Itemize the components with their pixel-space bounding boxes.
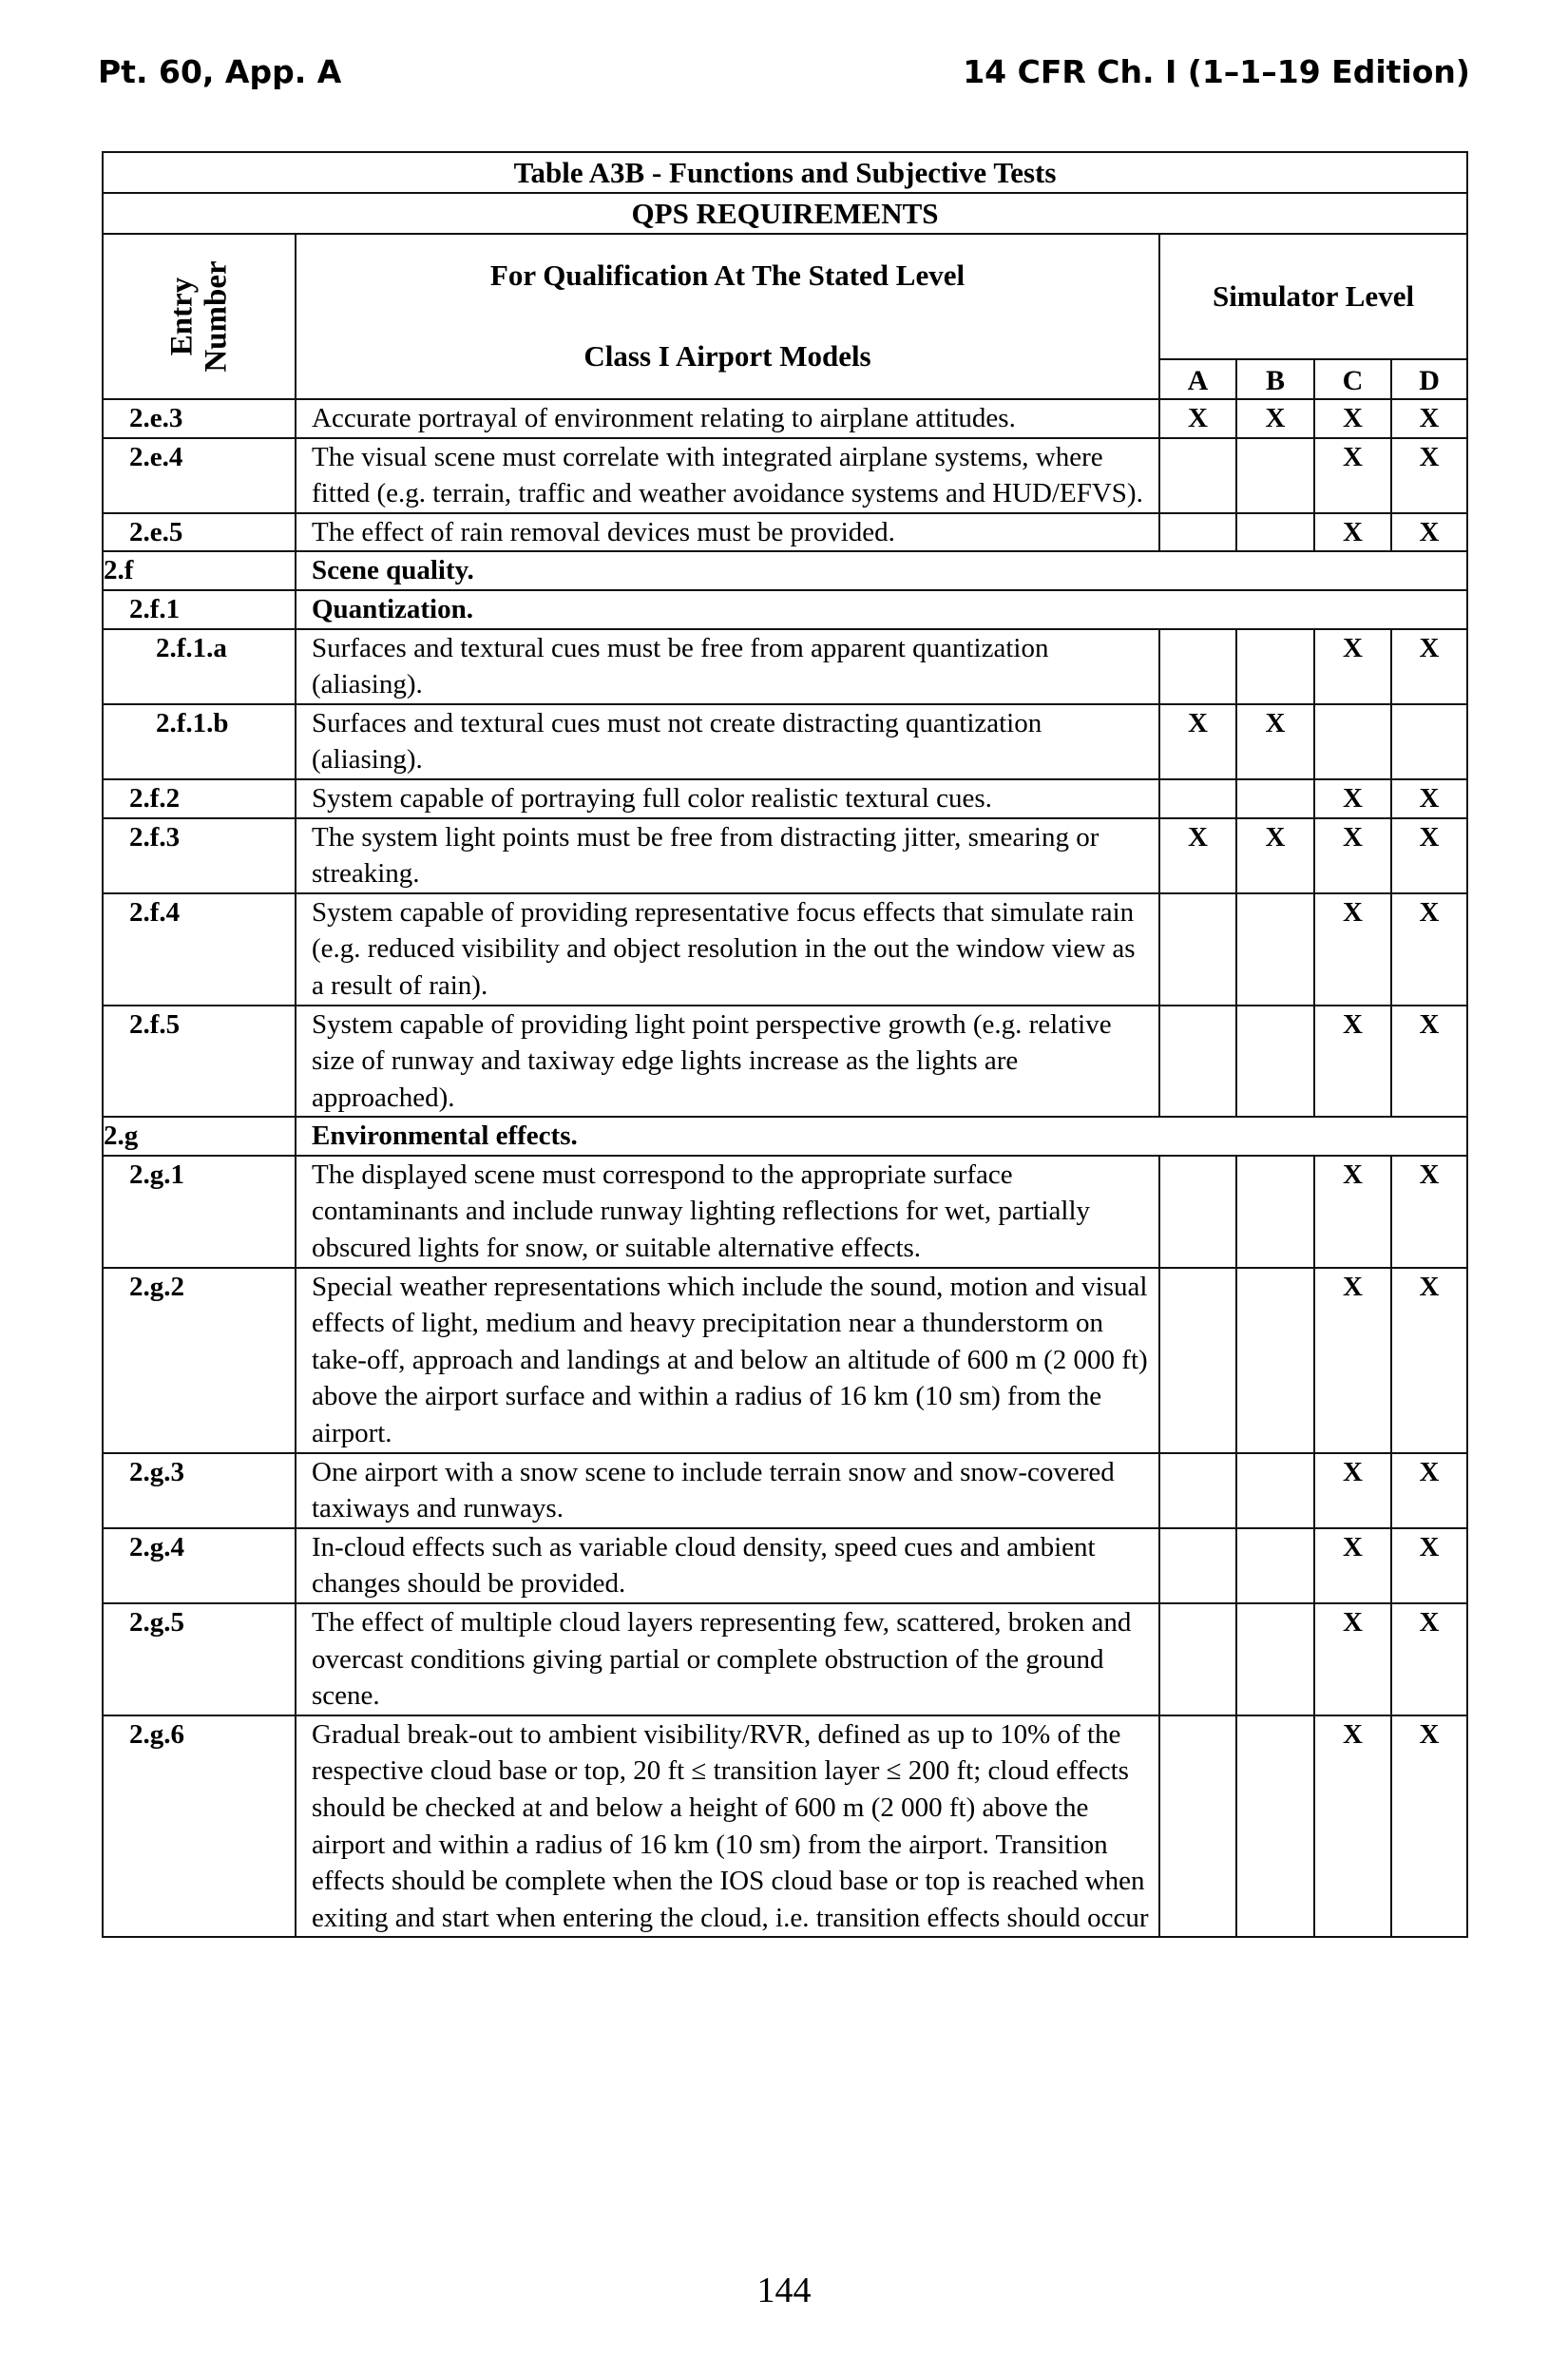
level-a-mark xyxy=(1159,779,1236,818)
level-a-mark: X xyxy=(1159,818,1236,893)
requirement-description: The effect of multiple cloud layers representing few, scattered, broken and overcast conditions giving partial or complete obstruction of the ground scene. xyxy=(296,1603,1159,1715)
requirement-description: The system light points must be free from distracting jitter, smearing or streaking. xyxy=(296,818,1159,893)
level-c-mark: X xyxy=(1314,1528,1391,1603)
level-c-mark: X xyxy=(1314,438,1391,513)
level-a-mark xyxy=(1159,893,1236,1006)
level-a-mark xyxy=(1159,1603,1236,1715)
level-d-mark: X xyxy=(1391,1603,1467,1715)
level-b-mark xyxy=(1236,1006,1314,1118)
level-c-mark: X xyxy=(1314,1156,1391,1268)
level-b-mark xyxy=(1236,513,1314,552)
section-row xyxy=(103,1117,1467,1156)
table-body xyxy=(103,399,1467,1937)
entry-number: 2.f.1.b xyxy=(103,704,296,779)
level-d-mark xyxy=(1391,704,1467,779)
level-a-mark: X xyxy=(1159,399,1236,438)
level-d-mark: X xyxy=(1391,1006,1467,1118)
level-d-mark: X xyxy=(1391,1453,1467,1528)
level-a-mark: X xyxy=(1159,704,1236,779)
qualification-header xyxy=(296,234,1159,399)
level-d-mark: X xyxy=(1391,818,1467,893)
level-a-mark xyxy=(1159,1715,1236,1938)
table-row xyxy=(103,779,1467,818)
level-c-mark: X xyxy=(1314,1603,1391,1715)
requirement-description: Gradual break-out to ambient visibility/RVR, defined as up to 10% of the respective cloud base or top, 20 ft ≤ transition layer ≤ 200 ft; cloud effects should be checked at and below a height of 600 m (2 000 ft) above the airport and within a radius of 16 km (10 sm) from the airport. Transition effects should be complete when the IOS cloud base or top is reached when exiting and start when entering the cloud, i.e. transition effects should occur xyxy=(296,1715,1159,1938)
level-b-mark xyxy=(1236,1715,1314,1938)
level-b-mark xyxy=(1236,779,1314,818)
level-d-mark: X xyxy=(1391,629,1467,704)
entry-number: 2.g.1 xyxy=(103,1156,296,1268)
entry-number: 2.f xyxy=(103,551,296,590)
section-title: Environmental effects. xyxy=(296,1117,1467,1156)
page-header xyxy=(98,53,1470,99)
entry-number: 2.e.4 xyxy=(103,438,296,513)
qualification-label: For Qualification At The Stated Level xyxy=(489,259,966,292)
entry-number: 2.e.3 xyxy=(103,399,296,438)
level-d-mark: X xyxy=(1391,1268,1467,1453)
table-row xyxy=(103,513,1467,552)
entry-number: 2.g.3 xyxy=(103,1453,296,1528)
level-d-mark: X xyxy=(1391,513,1467,552)
class-label: Class I Airport Models xyxy=(583,338,871,373)
table-subtitle: QPS REQUIREMENTS xyxy=(103,193,1467,234)
entry-number: 2.g xyxy=(103,1117,296,1156)
table-row xyxy=(103,818,1467,893)
requirement-description: The displayed scene must correspond to the appropriate surface contaminants and include runway lighting reflections for wet, partially obscured lights for snow, or suitable alternative effects. xyxy=(296,1156,1159,1268)
section-title: Scene quality. xyxy=(296,551,1467,590)
level-d-mark: X xyxy=(1391,1715,1467,1938)
level-c-mark: X xyxy=(1314,1453,1391,1528)
entry-header-line2: Number xyxy=(199,260,234,373)
level-b-mark: X xyxy=(1236,704,1314,779)
table-row xyxy=(103,1528,1467,1603)
level-d-mark: X xyxy=(1391,893,1467,1006)
level-a-mark xyxy=(1159,1006,1236,1118)
qps-requirements-table xyxy=(102,151,1468,1938)
table-row xyxy=(103,1268,1467,1453)
entry-number: 2.f.4 xyxy=(103,893,296,1006)
level-a-mark xyxy=(1159,1528,1236,1603)
level-d-mark: X xyxy=(1391,779,1467,818)
requirement-description: Accurate portrayal of environment relating to airplane attitudes. xyxy=(296,399,1159,438)
level-a-header: A xyxy=(1159,359,1236,399)
level-c-mark: X xyxy=(1314,818,1391,893)
level-d-mark: X xyxy=(1391,1156,1467,1268)
entry-number: 2.f.5 xyxy=(103,1006,296,1118)
entry-number: 2.g.2 xyxy=(103,1268,296,1453)
requirement-description: In-cloud effects such as variable cloud density, speed cues and ambient changes should be provided. xyxy=(296,1528,1159,1603)
level-c-mark: X xyxy=(1314,399,1391,438)
requirement-description: System capable of portraying full color realistic textural cues. xyxy=(296,779,1159,818)
table-row xyxy=(103,1006,1467,1118)
level-a-mark xyxy=(1159,629,1236,704)
level-b-mark xyxy=(1236,629,1314,704)
entry-number: 2.g.4 xyxy=(103,1528,296,1603)
level-a-mark xyxy=(1159,1453,1236,1528)
level-b-mark xyxy=(1236,1156,1314,1268)
requirement-description: The visual scene must correlate with integrated airplane systems, where fitted (e.g. terrain, traffic and weather avoidance systems and HUD/EFVS). xyxy=(296,438,1159,513)
table-row xyxy=(103,438,1467,513)
entry-number: 2.f.3 xyxy=(103,818,296,893)
requirement-description: Surfaces and textural cues must not create distracting quantization (aliasing). xyxy=(296,704,1159,779)
table-row xyxy=(103,629,1467,704)
table-row xyxy=(103,1156,1467,1268)
table-row xyxy=(103,1715,1467,1938)
table-title: Table A3B - Functions and Subjective Tests xyxy=(103,152,1467,193)
entry-number: 2.f.1.a xyxy=(103,629,296,704)
requirement-description: One airport with a snow scene to include terrain snow and snow-covered taxiways and runways. xyxy=(296,1453,1159,1528)
level-b-mark xyxy=(1236,1453,1314,1528)
level-b-mark: X xyxy=(1236,399,1314,438)
requirement-description: The effect of rain removal devices must be provided. xyxy=(296,513,1159,552)
page-number: 144 xyxy=(756,2271,812,2310)
requirement-description: System capable of providing representative focus effects that simulate rain (e.g. reduced visibility and object resolution in the out the window view as a result of rain). xyxy=(296,893,1159,1006)
section-title: Quantization. xyxy=(296,590,1467,629)
cfr-edition-label: 14 CFR Ch. I (1–1–19 Edition) xyxy=(963,53,1470,90)
entry-number: 2.g.5 xyxy=(103,1603,296,1715)
level-c-mark xyxy=(1314,704,1391,779)
level-c-header: C xyxy=(1314,359,1391,399)
entry-number: 2.f.1 xyxy=(103,590,296,629)
level-d-mark: X xyxy=(1391,438,1467,513)
level-a-mark xyxy=(1159,513,1236,552)
level-c-mark: X xyxy=(1314,513,1391,552)
table-row xyxy=(103,399,1467,438)
entry-number: 2.e.5 xyxy=(103,513,296,552)
level-c-mark: X xyxy=(1314,629,1391,704)
level-a-mark xyxy=(1159,1156,1236,1268)
level-b-mark: X xyxy=(1236,818,1314,893)
level-d-mark: X xyxy=(1391,399,1467,438)
part-appendix-label: Pt. 60, App. A xyxy=(98,53,342,90)
level-b-mark xyxy=(1236,893,1314,1006)
requirement-description: Surfaces and textural cues must be free from apparent quantization (aliasing). xyxy=(296,629,1159,704)
level-c-mark: X xyxy=(1314,893,1391,1006)
entry-number-header xyxy=(103,234,296,399)
level-b-mark xyxy=(1236,1528,1314,1603)
table-row xyxy=(103,1603,1467,1715)
section-row xyxy=(103,551,1467,590)
level-a-mark xyxy=(1159,1268,1236,1453)
level-c-mark: X xyxy=(1314,1715,1391,1938)
entry-number: 2.g.6 xyxy=(103,1715,296,1938)
level-b-mark xyxy=(1236,438,1314,513)
level-b-header: B xyxy=(1236,359,1314,399)
simulator-level-header: Simulator Level xyxy=(1159,234,1467,359)
section-row xyxy=(103,590,1467,629)
table-row xyxy=(103,704,1467,779)
level-c-mark: X xyxy=(1314,779,1391,818)
table-row xyxy=(103,1453,1467,1528)
requirement-description: System capable of providing light point perspective growth (e.g. relative size of runway and taxiway edge lights increase as the lights are approached). xyxy=(296,1006,1159,1118)
level-c-mark: X xyxy=(1314,1006,1391,1118)
level-d-mark: X xyxy=(1391,1528,1467,1603)
entry-number: 2.f.2 xyxy=(103,779,296,818)
level-c-mark: X xyxy=(1314,1268,1391,1453)
entry-header-line1: Entry xyxy=(164,277,200,356)
requirement-description: Special weather representations which include the sound, motion and visual effects of light, medium and heavy precipitation near a thunderstorm on take-off, approach and landings at and below an altitude of 600 m (2 000 ft) above the airport surface and within a radius of 16 km (10 sm) from the airport. xyxy=(296,1268,1159,1453)
level-a-mark xyxy=(1159,438,1236,513)
level-d-header: D xyxy=(1391,359,1467,399)
table-row xyxy=(103,893,1467,1006)
level-b-mark xyxy=(1236,1268,1314,1453)
level-b-mark xyxy=(1236,1603,1314,1715)
